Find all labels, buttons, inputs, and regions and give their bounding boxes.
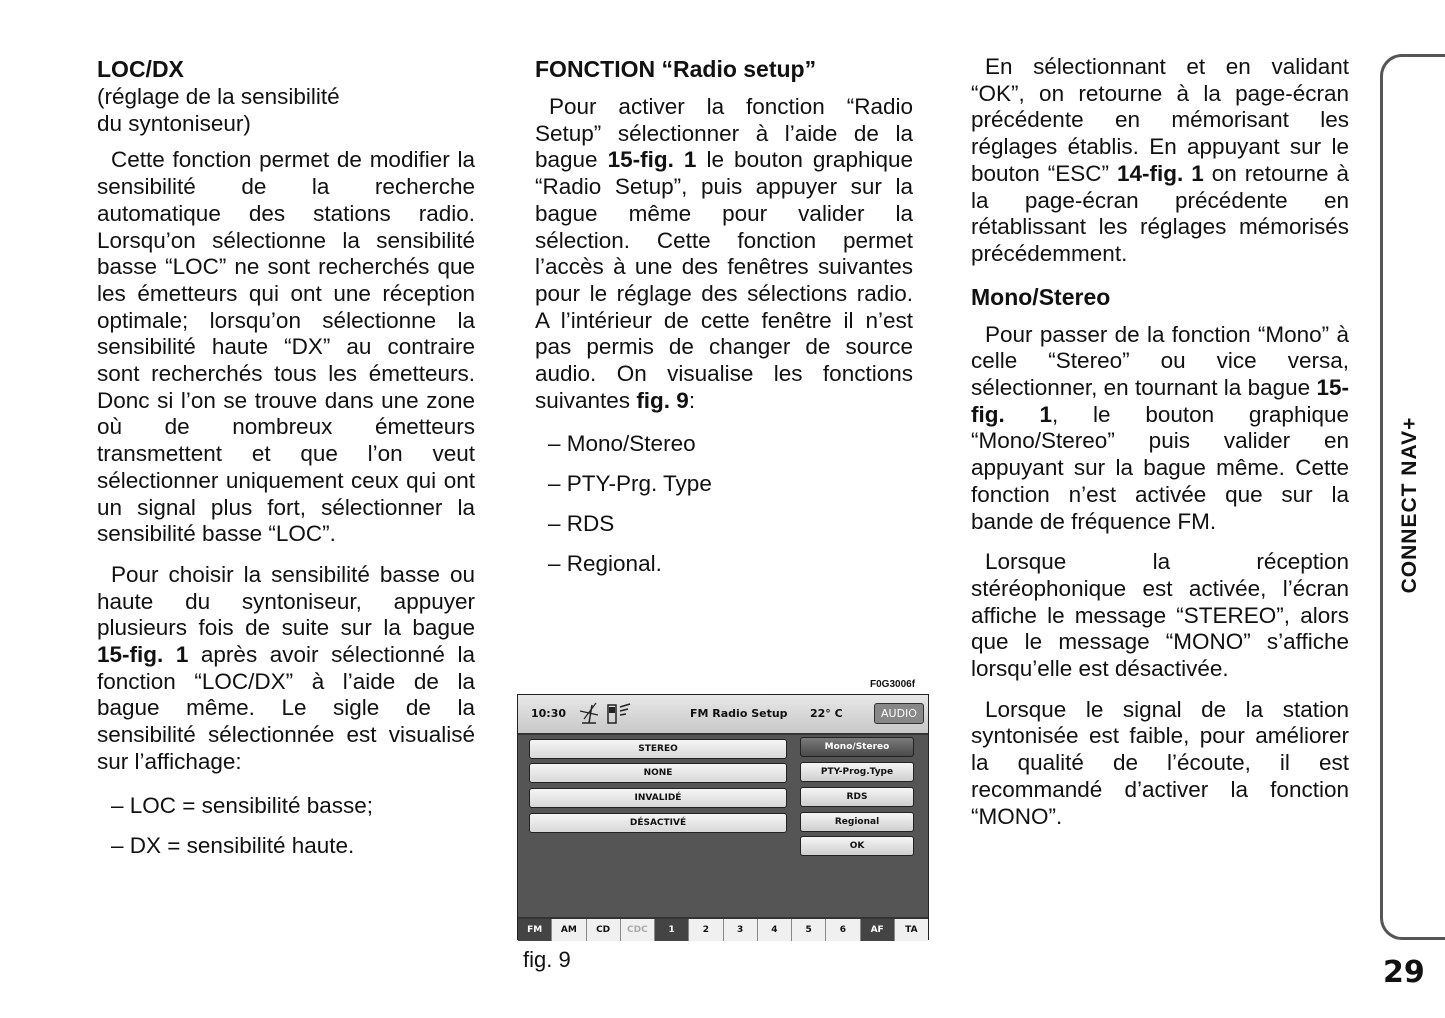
fm-source-button[interactable]: FM <box>518 919 552 941</box>
text-run: Pour choisir la sensibilité basse ou haute du syntoniseur, appuyer plusieurs fois de suite sur la bague <box>97 561 475 641</box>
preset-2-button[interactable]: 2 <box>689 919 723 941</box>
af-button[interactable]: AF <box>861 919 895 941</box>
loc-dx-heading: LOC/DX <box>97 56 184 82</box>
list-item: – Mono/Stereo <box>548 431 696 457</box>
preset-1-button[interactable]: 1 <box>655 919 689 941</box>
text-run: , le bouton graphique “Mono/Stereo” puis valider en appuyant sur la bague même. Cette fonction n’est activée que sur la bande de fréquence FM. <box>971 401 1349 534</box>
loc-dx-paragraph-1: Cette fonction permet de modifier la sensibilité de la recherche automatique des stations radio. Lorsqu’on sélectionne la sensibilité basse “LOC” ne sont recherchés que les émetteurs qui ont une réception optimale; lorsqu’on sélectionne la sensibilité haute “DX” au contraire sont recherchés tous les émetteurs. Donc si l’on se trouve dans une zone où de nombreux émetteurs transmettent et que l’on veut sélectionner uniquement ceux qui ont un signal plus fort, sélectionner la sensibilité basse “LOC”. <box>97 147 475 547</box>
loc-dx-subheading <box>97 84 475 137</box>
antenna-icon <box>578 701 600 725</box>
subheading-line-1: (réglage de la sensibilité <box>97 84 340 109</box>
mono-stereo-paragraph-2: Lorsque la réception stéréophonique est activée, l’écran affiche le message “STEREO”, alors que le message “MONO” s’affiche lorsqu’elle est désactivée. <box>971 549 1349 682</box>
text-run: : <box>688 387 696 413</box>
radio-setup-heading: FONCTION “Radio setup” <box>535 56 817 82</box>
screen-top-bar <box>518 695 928 735</box>
radio-setup-paragraph <box>535 94 913 414</box>
text-run: Pour passer de la fonction “Mono” à celle “Stereo” ou vice versa, sélectionner, en tournant la bague <box>971 321 1349 401</box>
figure-reference: 15-fig. 1 <box>607 147 697 173</box>
list-item: – PTY-Prg. Type <box>548 471 712 497</box>
figure-reference: 15-fig. 1 <box>971 375 1349 427</box>
mono-stereo-heading: Mono/Stereo <box>971 283 1111 310</box>
preset-6-button[interactable]: 6 <box>826 919 860 941</box>
audio-button[interactable]: AUDIO <box>874 703 924 724</box>
text-run: Pour activer la fonction “Radio Setup” sélectionner à l’aide de la bague <box>535 94 913 173</box>
text-run: En sélectionnant et en validant “OK”, on retourne à la page-écran précédente en mémorisant les réglages établis. En appuyant sur le bouton “ESC” <box>971 54 1349 186</box>
ok-button[interactable]: OK <box>800 836 914 856</box>
section-tab-label: CONNECT NAV+ <box>1398 416 1421 594</box>
preset-4-button[interactable]: 4 <box>758 919 792 941</box>
am-source-button[interactable]: AM <box>552 919 586 941</box>
signal-icon <box>606 701 632 725</box>
text-run: le bouton graphique “Radio Setup”, puis appuyer sur la bague même pour valider la sélection. Cette fonction permet l’accès à une des fenêtres suivantes pour le réglage des sélections radio. A l’intérieur de cette fenêtre il n’est pas permis de changer de source audio. On visualise les fonctions suivantes <box>535 147 914 413</box>
loc-dx-paragraph-2 <box>97 562 475 776</box>
page-number: 29 <box>1383 955 1425 990</box>
regional-status-field: DÉSACTIVÉ <box>529 813 787 833</box>
pty-status-field: NONE <box>529 763 787 783</box>
column-radio-setup <box>535 54 913 584</box>
text-run: on retourne à la page-écran précédente en rétablissant les réglages mémorisés précédemment. <box>971 160 1349 266</box>
preset-3-button[interactable]: 3 <box>724 919 758 941</box>
column-loc-dx <box>97 54 475 866</box>
regional-button[interactable]: Regional <box>800 812 914 832</box>
rds-status-field: INVALIDÉ <box>529 788 787 808</box>
screen-title: FM Radio Setup <box>690 707 788 720</box>
stereo-status-field: STEREO <box>529 739 787 759</box>
temperature: 22° C <box>810 707 843 720</box>
preset-5-button[interactable]: 5 <box>792 919 826 941</box>
text-run: après avoir sélectionné la fonction “LOC/DX” à l’aide de la bague même. Le sigle de la sensibilité sélectionnée est visualisé sur l’affichage: <box>97 642 475 774</box>
rds-button[interactable]: RDS <box>800 787 914 807</box>
cd-source-button[interactable]: CD <box>587 919 621 941</box>
figure-reference: 15-fig. 1 <box>97 642 189 668</box>
cdc-source-button[interactable]: CDC <box>621 919 655 941</box>
source-preset-bar <box>518 917 928 941</box>
figure-reference: 14-fig. 1 <box>1117 160 1204 186</box>
figure-caption: fig. 9 <box>523 947 571 972</box>
mono-stereo-paragraph-3: Lorsque le signal de la station syntonisée est faible, pour améliorer la qualité de l’écoute, il est recommandé d’activer la fonction “MONO”. <box>971 696 1349 829</box>
list-item: – LOC = sensibilité basse; <box>111 792 374 818</box>
mono-stereo-paragraph-1 <box>971 322 1349 536</box>
mono-stereo-button[interactable]: Mono/Stereo <box>800 737 914 757</box>
figure-reference: fig. 9 <box>636 387 689 413</box>
subheading-line-2: du syntoniseur) <box>97 110 251 136</box>
list-item: – DX = sensibilité haute. <box>111 832 355 858</box>
radio-setup-screen <box>517 694 929 940</box>
pty-prog-type-button[interactable]: PTY-Prog.Type <box>800 762 914 782</box>
list-item: – RDS <box>548 511 615 537</box>
ok-esc-paragraph <box>971 54 1349 268</box>
clock: 10:30 <box>531 707 567 720</box>
column-mono-stereo <box>971 54 1349 830</box>
list-item: – Regional. <box>548 551 662 577</box>
figure-code: F0G3006f <box>870 679 916 690</box>
ta-button[interactable]: TA <box>905 925 918 935</box>
